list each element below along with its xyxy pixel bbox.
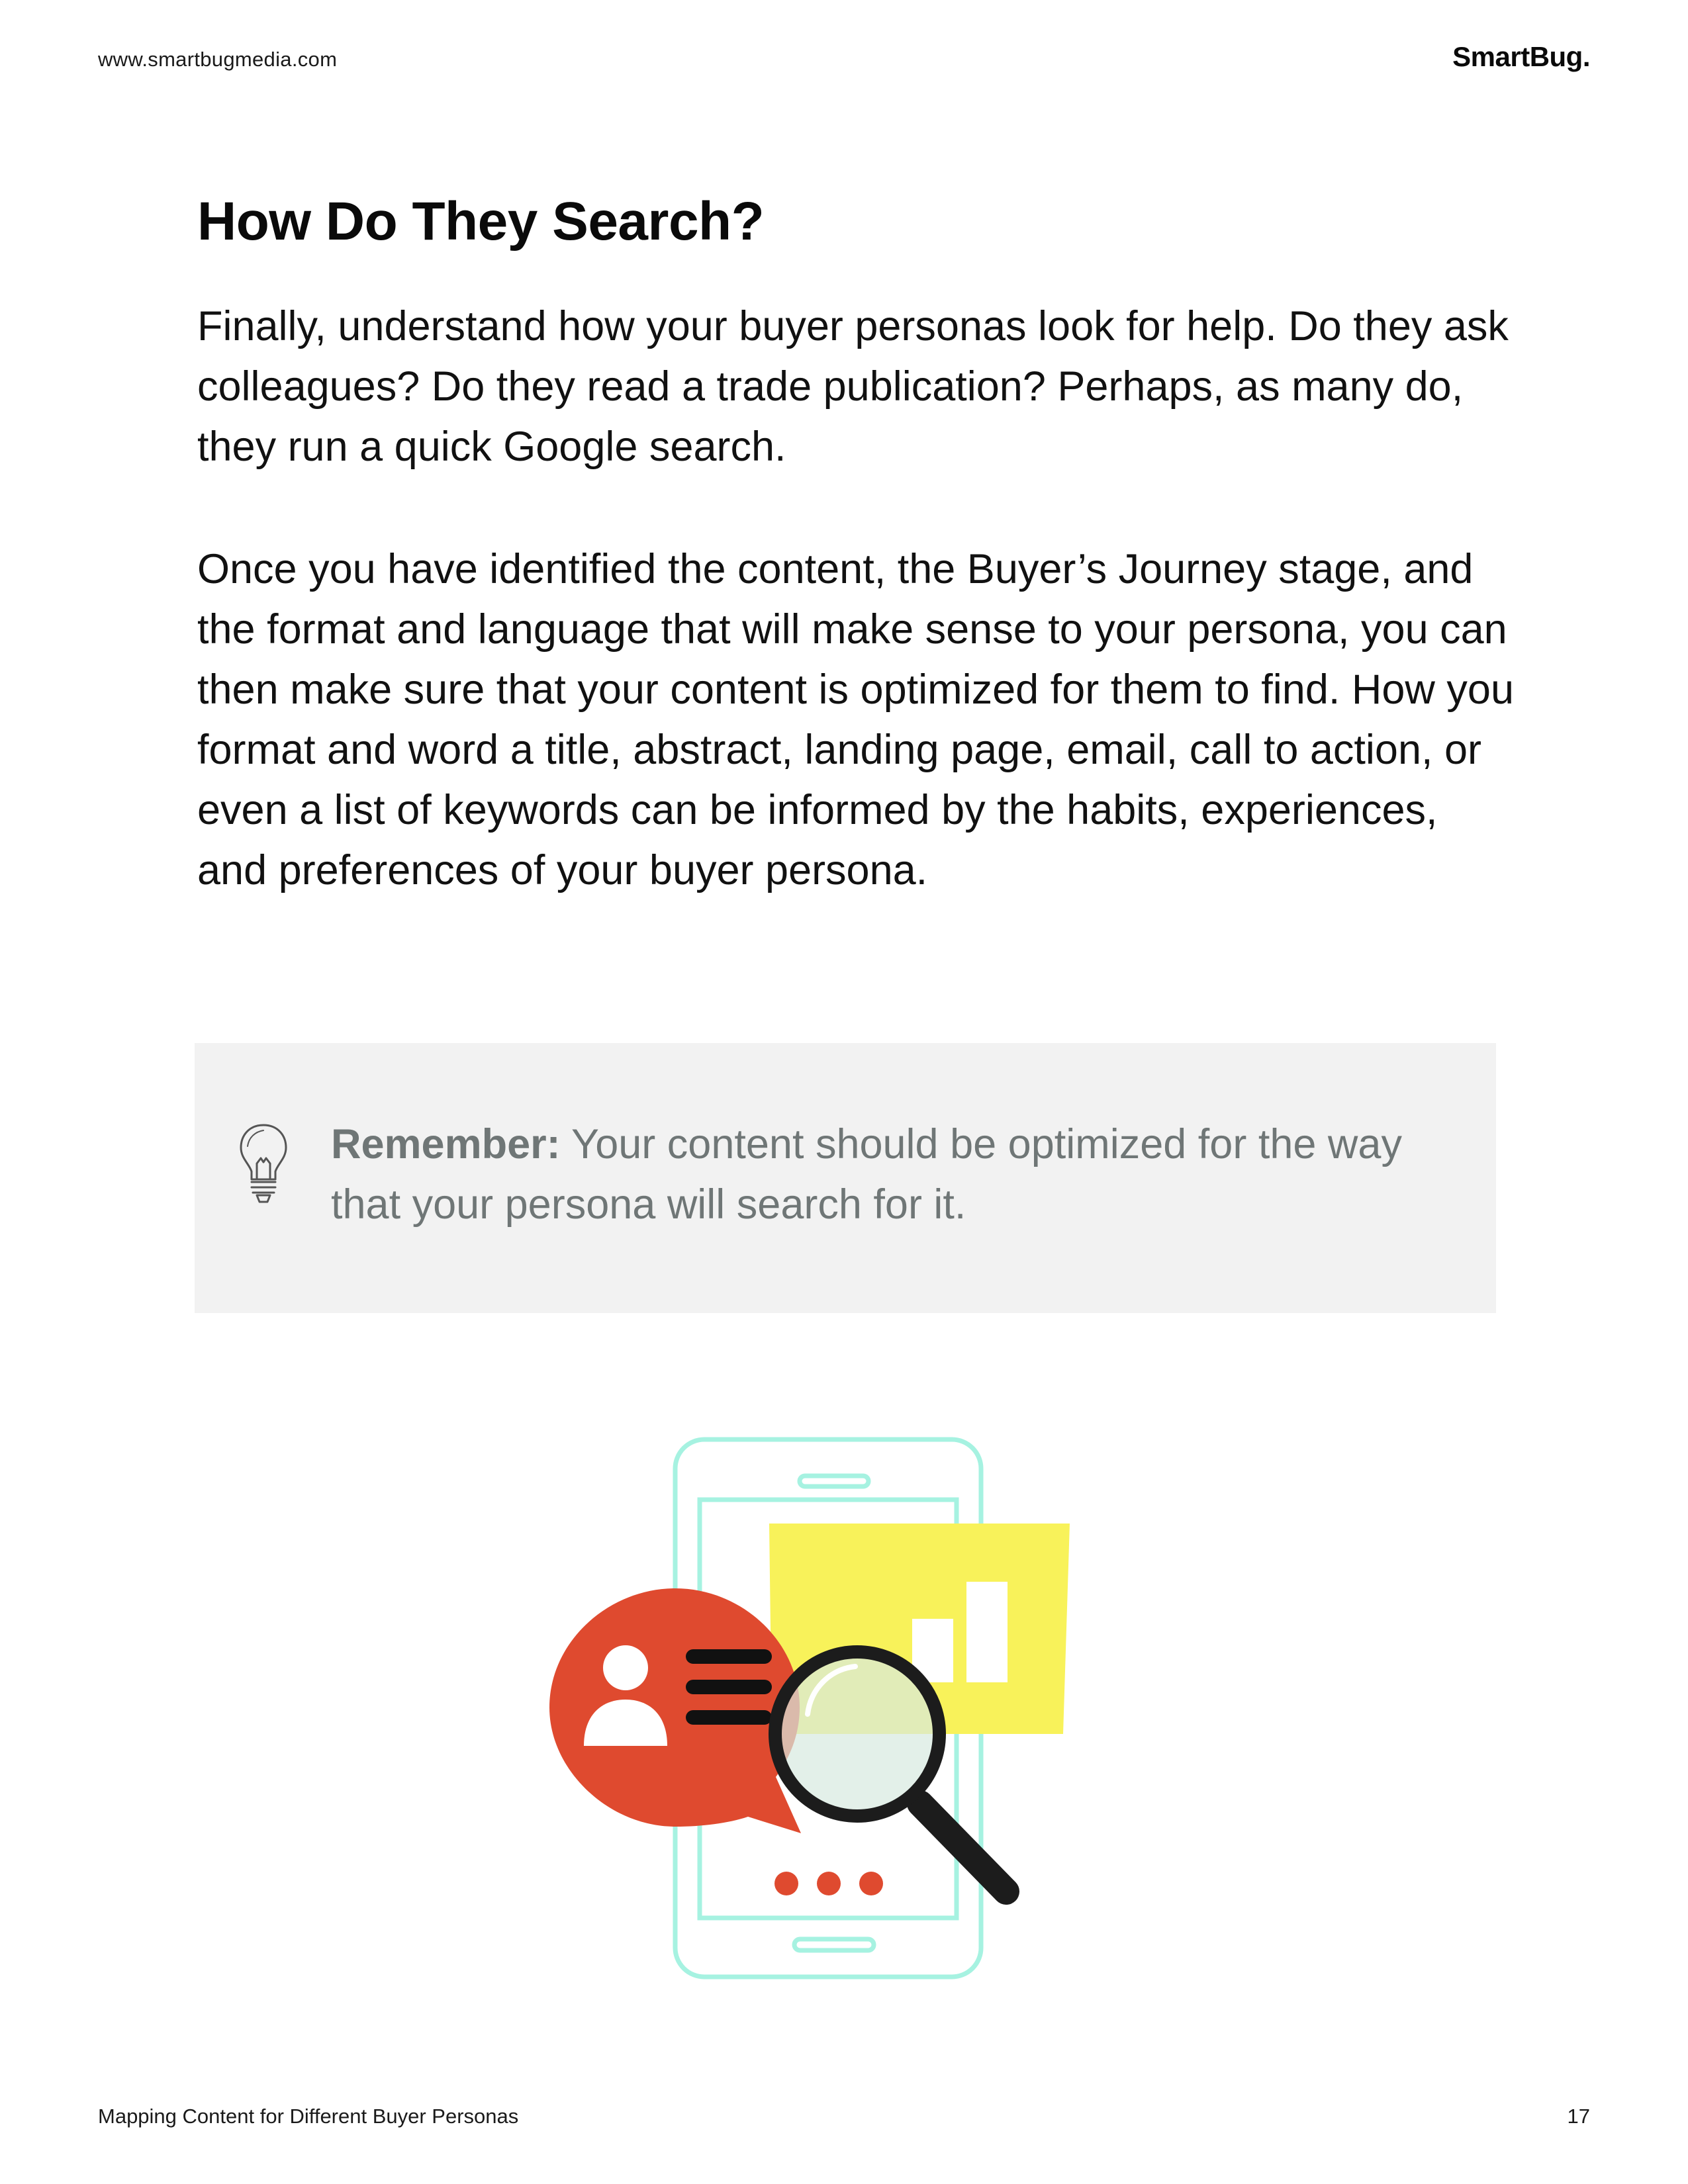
callout-label: Remember: bbox=[331, 1121, 561, 1167]
header-url: www.smartbugmedia.com bbox=[98, 48, 338, 71]
body-paragraph-2: Once you have identified the content, the Buyer’s Journey stage, and the format and language that will make sense to your persona, you can then make sure that your content is optimized for them to find. How you format and word a title, abstract, landing page, email, call to action, or even a list of keywords can be informed by the habits, experiences, and preferences of your buyer persona. bbox=[197, 546, 1514, 893]
search-illustration bbox=[530, 1423, 1086, 1985]
brand-logo: SmartBug. bbox=[1452, 41, 1590, 72]
speech-bubble-icon bbox=[549, 1588, 801, 1833]
footer-doc-title: Mapping Content for Different Buyer Personas bbox=[98, 2105, 519, 2128]
callout-text bbox=[331, 1115, 1456, 1235]
remember-callout bbox=[195, 1043, 1496, 1313]
page-title: How Do They Search? bbox=[197, 191, 765, 251]
loading-dots bbox=[774, 1872, 883, 1895]
callout-message: Your content should be optimized for the way that your persona will search for it. bbox=[331, 1121, 1402, 1228]
page-number: 17 bbox=[1567, 2105, 1590, 2128]
body-paragraph-1: Finally, understand how your buyer personas look for help. Do they ask colleagues? Do they read a trade publication? Perhaps, as many do, they run a quick Google search. bbox=[197, 303, 1509, 470]
lightbulb-icon bbox=[237, 1121, 290, 1207]
